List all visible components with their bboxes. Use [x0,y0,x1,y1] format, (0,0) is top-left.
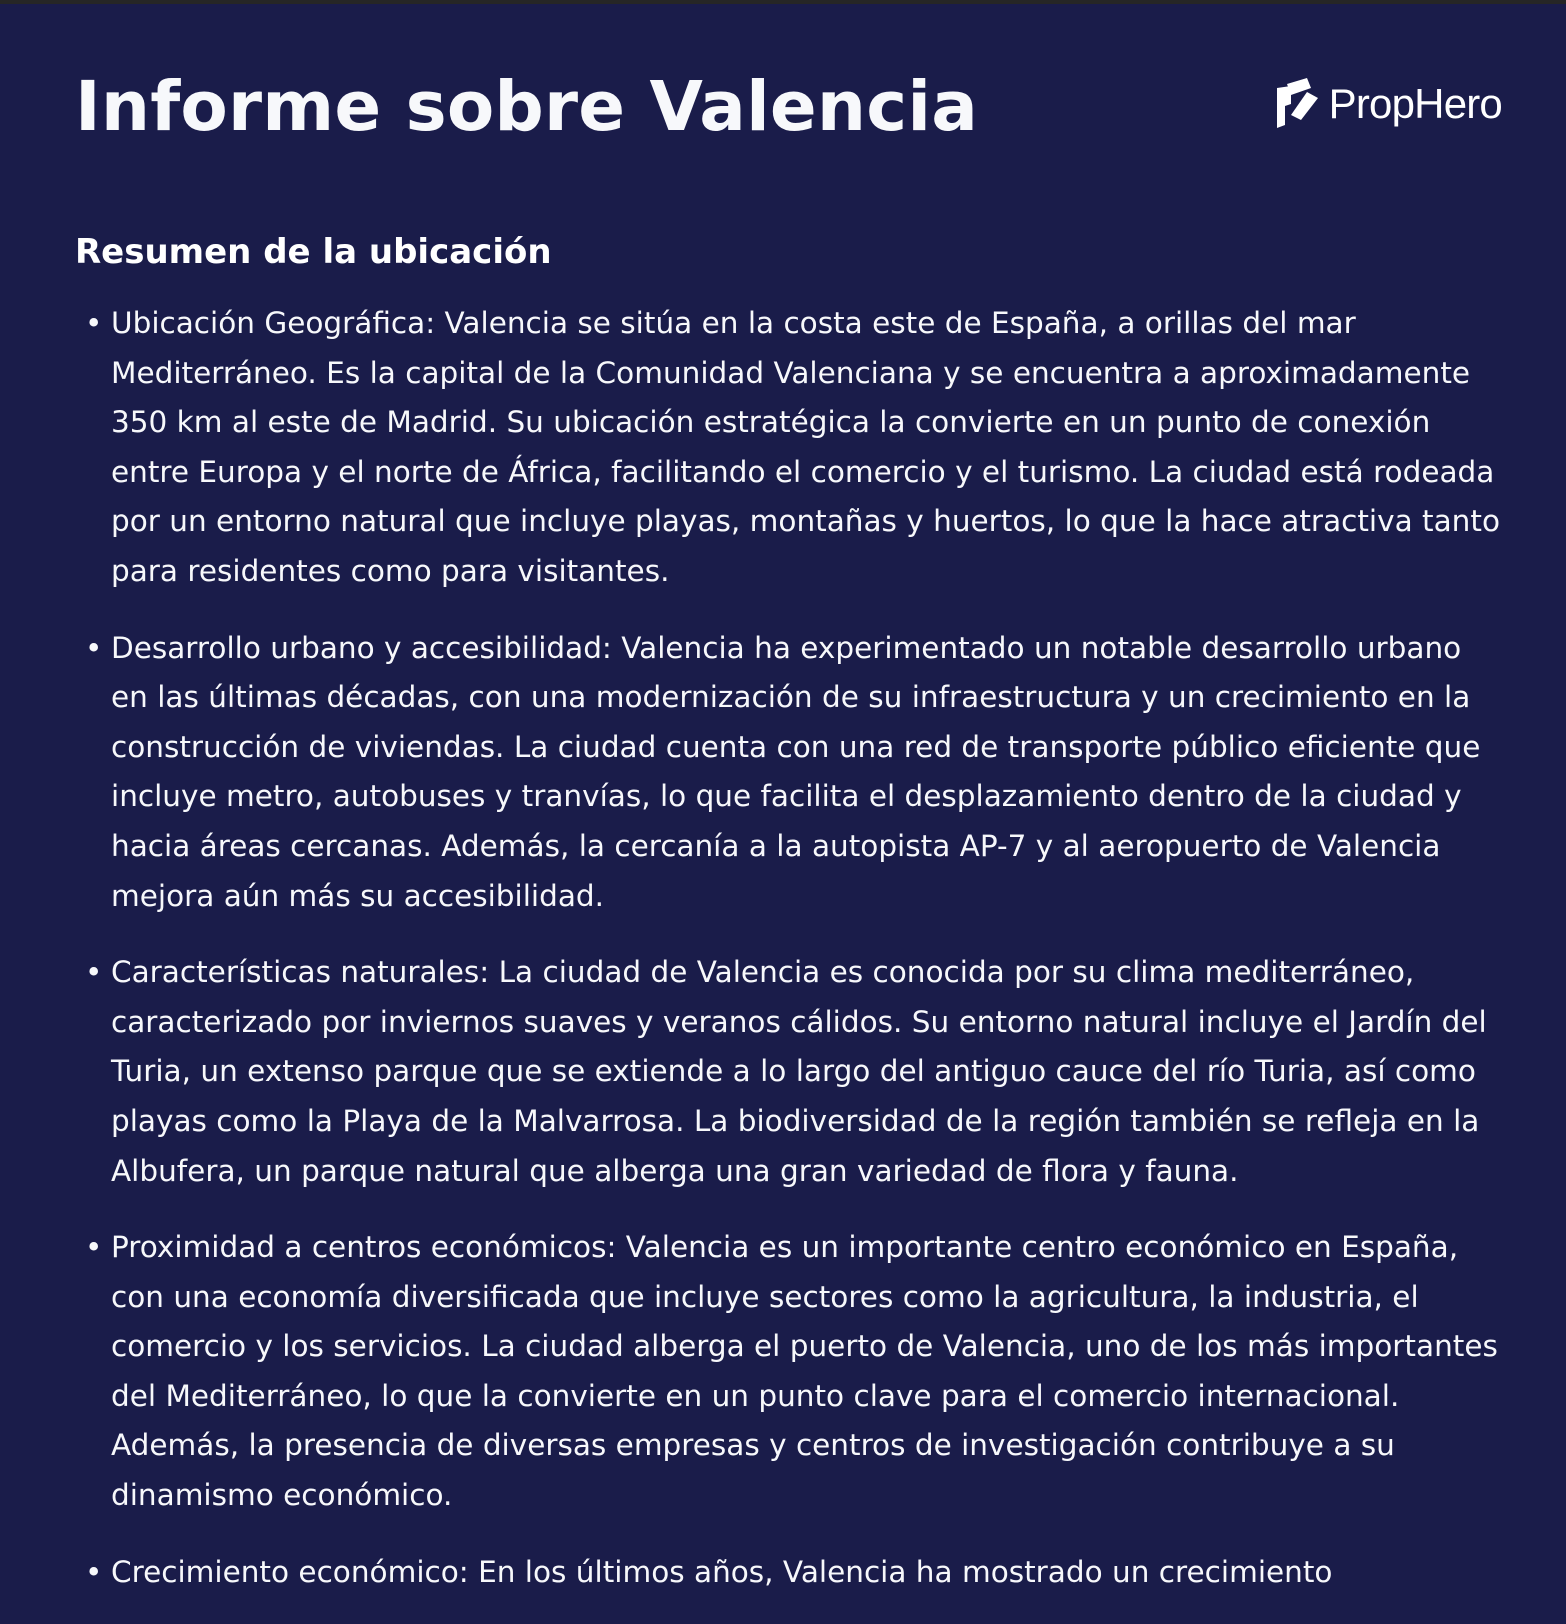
section-title: Resumen de la ubicación [75,232,552,272]
list-item-text: Crecimiento económico: En los últimos años, Valencia ha mostrado un crecimiento [111,1554,1333,1589]
report-page [0,4,1566,1622]
location-summary-list [75,299,1505,1624]
list-item [75,1223,1505,1521]
prophero-logo [1277,76,1502,132]
list-item [75,299,1505,597]
list-item-text: Ubicación Geográfica: Valencia se sitúa en la costa este de España, a orillas del mar Mediterráneo. Es la capital de la Comunidad Valenciana y se encuentra a aproximadamente 350 km al este de Madrid. Su ubicación estratégica la convierte en un punto de conexión entre Europa y el norte de África, facilitando el comercio y el turismo. La ciudad está rodeada por un entorno natural que incluye playas, montañas y huertos, lo que la hace atractiva tanto para residentes como para visitantes. [111,306,1500,588]
prophero-logo-mark-icon [1277,78,1319,130]
bullet-icon: • [85,630,103,665]
page-title: Informe sobre Valencia [75,67,978,147]
list-item [75,1548,1505,1598]
bullet-icon: • [85,306,103,340]
list-item-text: Desarrollo urbano y accesibilidad: Valencia ha experimentado un notable desarrollo urbano en las últimas décadas, con una modernización de su infraestructura y un crecimiento en la construcción de viviendas. La ciudad cuenta con una red de transporte público eficiente que incluye metro, autobuses y tranvías, lo que facilita el desplazamiento dentro de la ciudad y hacia áreas cercanas. Además, la cercanía a la autopista AP-7 y al aeropuerto de Valencia mejora aún más su accesibilidad. [111,630,1481,913]
logo-text: PropHero [1328,80,1502,127]
list-item-text: Proximidad a centros económicos: Valencia es un importante centro económico en España, con una economía diversificada que incluye sectores como la agricultura, la industria, el comercio y los servicios. La ciudad alberga el puerto de Valencia, uno de los más importantes del Mediterráneo, lo que la convierte en un punto clave para el comercio internacional. Además, la presencia de diversas empresas y centros de investigación contribuye a su dinamismo económico. [111,1230,1498,1513]
list-item [75,948,1505,1196]
report-header [75,62,1502,152]
bullet-icon: • [85,1230,103,1265]
list-item-text: Características naturales: La ciudad de Valencia es conocida por su clima mediterráneo, caracterizado por inviernos suaves y veranos cálidos. Su entorno natural incluye el Jardín del Turia, un extenso parque que se extiende a lo largo del antiguo cauce del río Turia, así como playas como la Playa de la Malvarrosa. La biodiversidad de la región también se refleja en la Albufera, un parque natural que alberga una gran variedad de flora y fauna. [111,955,1487,1188]
bullet-icon: • [85,1554,103,1589]
bullet-icon: • [85,955,103,990]
list-item [75,624,1505,922]
